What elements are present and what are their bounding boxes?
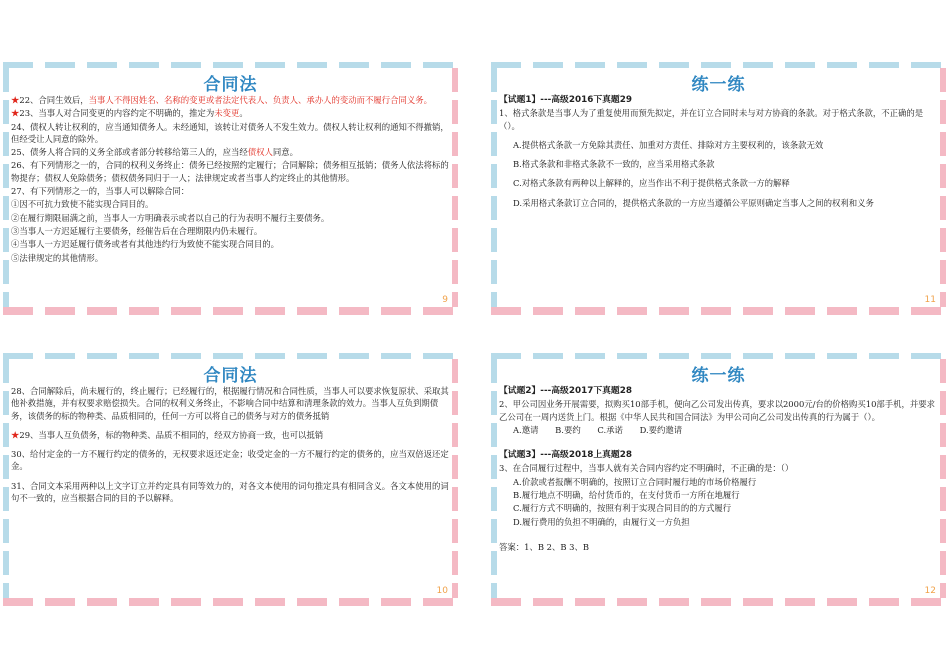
right-stripe: [940, 68, 946, 307]
bottom-stripe: [491, 598, 946, 606]
question-3-heading: 【试题3】---高级2018上真题28: [499, 450, 632, 461]
item-22: ★22、合同生效后，当事人不得因姓名、名称的变更或者法定代表人、负责人、承办人的变动而不履行合同义务。: [11, 95, 433, 105]
option-d: D.采用格式条款订立合同的，提供格式条款的一方应当遵循公平原则确定当事人之间的权利和义务: [513, 197, 874, 208]
slide-practice-1: [491, 62, 946, 315]
star-icon: ★: [11, 429, 20, 440]
question-2-heading: 【试题2】---高级2017下真题28: [499, 386, 632, 396]
right-stripe: [940, 359, 946, 598]
item-25: 25、债务人将合同的义务全部或者部分转移给第三人的，应当经债权人同意。: [11, 147, 299, 158]
slide-body: [499, 385, 938, 554]
bottom-stripe: [491, 307, 946, 315]
star-icon: ★: [11, 95, 20, 105]
option-c: C.对格式条款有两种以上解释的，应当作出不利于提供格式条款一方的解释: [513, 178, 790, 189]
item-31: 31、合同文本采用两种以上文字订立并约定具有同等效力的，对各文本使用的词句推定具有相同含义。各文本使用的词句不一致的，应当根据合同的目的予以解释。: [11, 480, 449, 504]
slide-contract-law-2: [3, 353, 458, 606]
bottom-stripe: [3, 307, 458, 315]
q2-option-d: D.要约邀请: [639, 424, 683, 435]
option-a: A.提供格式条款一方免除其责任、加重对方责任、排除对方主要权利的，该条款无效: [513, 139, 824, 150]
question-3-text: 3、在合同履行过程中，当事人就有关合同内容约定不明确时，不正确的是：（）: [499, 463, 794, 474]
question-text: 1、格式条款是当事人为了重复使用而预先拟定，并在订立合同时未与对方协商的条款。对于格式条款，不正确的是（）。: [499, 108, 924, 131]
slide-body: [499, 94, 938, 210]
top-stripe: [3, 62, 458, 68]
item-27-5: ⑤法律规定的其他情形。: [11, 252, 104, 263]
q3-option-c: C.履行方式不明确的，按照有利于实现合同目的的方式履行: [513, 503, 732, 514]
page-number: 12: [924, 586, 936, 596]
page-number: 11: [924, 295, 936, 305]
left-stripe: [3, 359, 9, 598]
q3-option-d: D.履行费用的负担不明确的，由履行义一方负担: [513, 516, 690, 527]
q2-option-c: C.承诺: [597, 424, 623, 435]
item-27-2: ②在履行期限届满之前，当事人一方明确表示或者以自己的行为表明不履行主要债务。: [11, 212, 330, 223]
slide-title: 练一练: [691, 75, 746, 95]
question-2-text: 2、甲公司因业务开展需要，拟购买10部手机，便向乙公司发出传真，要求以2000元/台的价格购买10部手机，并要求乙公司在一周内送货上门。根据《中华人民共和国合同法》为甲公司向乙公司发出传真的行为属于（）。: [499, 399, 936, 422]
page-number: 10: [436, 586, 448, 596]
item-27-3: ③当事人一方迟延履行主要债务，经催告后在合理期限内仍未履行。: [11, 225, 263, 236]
item-26: 26、有下列情形之一的，合同的权利义务终止：债务已经按照约定履行；合同解除；债务相互抵销；债务人依法将标的物提存；债权人免除债务；债权债务同归于一人；法律规定或者当事人约定终止的其他情形。: [11, 160, 449, 183]
bottom-stripe: [3, 598, 458, 606]
q3-option-a: A.价款或者报酬不明确的，按照订立合同时履行地的市场价格履行: [513, 476, 757, 487]
item-27-4: ④当事人一方迟延履行债务或者有其他违约行为致使不能实现合同目的。: [11, 239, 279, 250]
item-23: ★23、当事人对合同变更的内容约定不明确的，推定为未变更。: [11, 108, 248, 119]
left-stripe: [491, 68, 497, 307]
question-2-options: [499, 424, 938, 436]
q2-option-a: A.邀请: [513, 424, 539, 435]
top-stripe: [491, 353, 946, 359]
top-stripe: [3, 353, 458, 359]
slide-body: [11, 385, 450, 505]
right-stripe: [452, 359, 458, 598]
q2-option-b: B.要约: [555, 424, 581, 435]
item-24: 24、债权人转让权利的，应当通知债务人。未经通知，该转让对债务人不发生效力。债权人转让权利的通知不得撤销，但经受让人同意的除外。: [11, 121, 449, 144]
option-b: B.格式条款和非格式条款不一致的，应当采用格式条款: [513, 159, 715, 170]
item-27: 27、有下列情形之一的，当事人可以解除合同：: [11, 186, 190, 197]
slide-contract-law-1: [3, 62, 458, 315]
item-30: 30、给付定金的一方不履行约定的债务的，无权要求返还定金；收受定金的一方不履行约定的债务的，应当双倍返还定金。: [11, 449, 449, 472]
right-stripe: [452, 68, 458, 307]
item-27-1: ①因不可抗力致使不能实现合同目的。: [11, 199, 154, 210]
item-29: ★29、当事人互负债务，标的物种类、品质不相同的，经双方协商一致，也可以抵销: [11, 429, 324, 440]
top-stripe: [491, 62, 946, 68]
item-28: 28、合同解除后，尚未履行的，终止履行；已经履行的，根据履行情况和合同性质，当事人可以要求恢复原状、采取其他补救措施，并有权要求赔偿损失。合同的权利义务终止，不影响合同中结算和清理条款的效力。当事人互负到期债务，该债务的标的物种类、品质相同的，任何一方可以将自己的债务与对方的债务抵销: [11, 386, 449, 421]
slide-practice-2: [491, 353, 946, 606]
question-heading: 【试题1】---高级2016下真题29: [499, 95, 632, 105]
slide-body: [11, 94, 450, 265]
left-stripe: [3, 68, 9, 307]
slide-title: 练一练: [691, 366, 746, 386]
answer-key: 答案：1、B 2、B 3、B: [499, 541, 590, 552]
page-number: 9: [442, 295, 448, 305]
slide-title: 合同法: [203, 366, 258, 386]
left-stripe: [491, 359, 497, 598]
slide-title: 合同法: [203, 75, 258, 95]
star-icon: ★: [11, 108, 20, 119]
q3-option-b: B.履行地点不明确，给付货币的，在支付货币一方所在地履行: [513, 490, 740, 501]
